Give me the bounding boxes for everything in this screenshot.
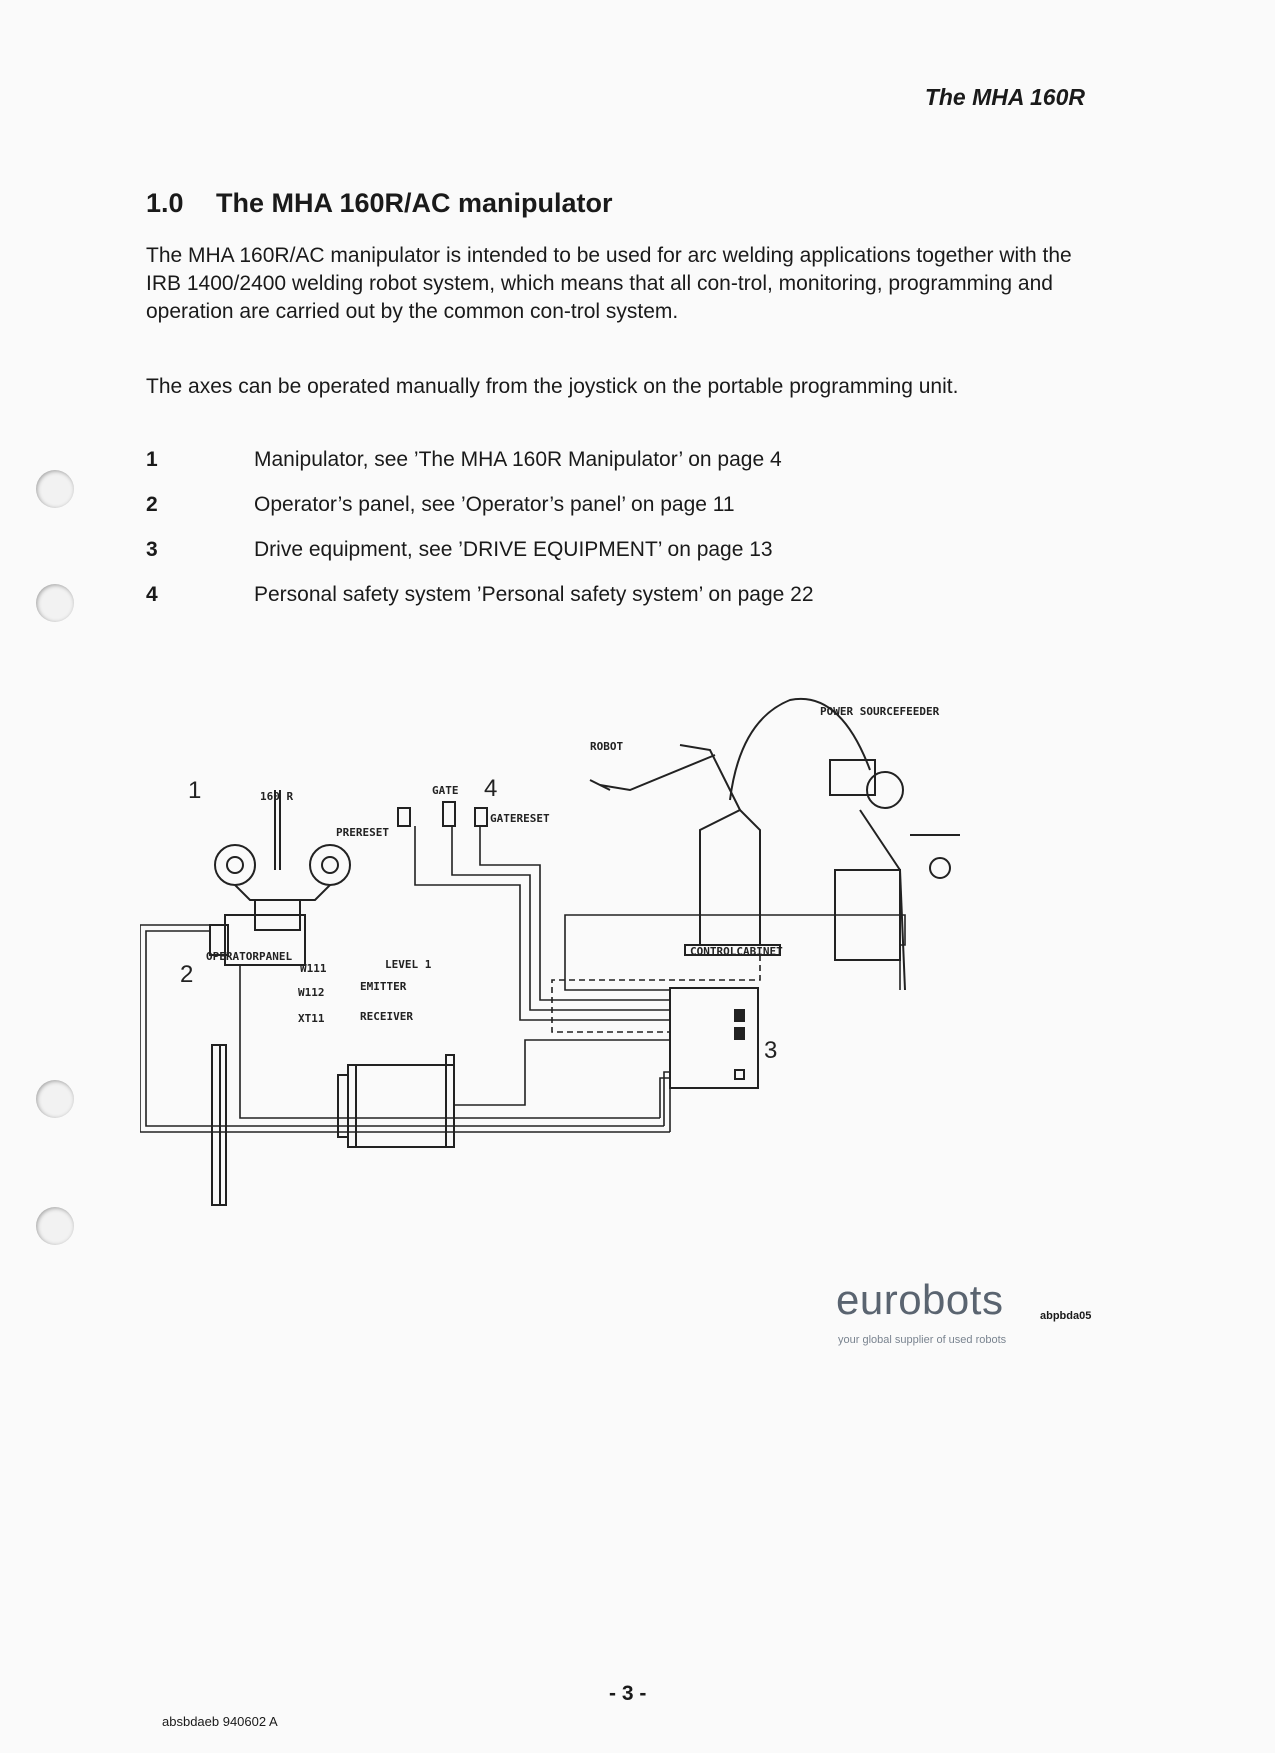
list-item: [146, 583, 1086, 628]
label-control-cabinet: CONTROLCABINET: [690, 945, 783, 958]
power-source-drawing: [830, 760, 960, 990]
gate-switches-drawing: [398, 802, 487, 826]
eurobots-tagline: your global supplier of used robots: [838, 1334, 1007, 1346]
list-item-text: Drive equipment, see ’DRIVE EQUIPMENT’ on page 13: [254, 538, 773, 561]
eurobots-watermark: eurobots: [836, 1276, 1004, 1323]
list-item: [146, 538, 1086, 583]
label-robot: ROBOT: [590, 740, 624, 753]
list-item-number: 3: [146, 538, 158, 561]
label-power-source: POWER SOURCEFEEDER: [820, 705, 940, 718]
label-prereset: PRERESET: [336, 826, 389, 839]
manipulator-drawing: [210, 790, 350, 965]
section-title-text: The MHA 160R/AC manipulator: [216, 188, 613, 218]
section-number: 1.0: [146, 188, 184, 218]
component-list: [146, 448, 1086, 628]
section-title: [146, 188, 613, 219]
list-item: [146, 448, 1086, 493]
control-cabinet-drawing: [670, 988, 758, 1088]
list-item: [146, 493, 1086, 538]
joystick-paragraph: The axes can be operated manually from the joystick on the portable programming unit.: [146, 375, 959, 398]
intro-paragraph: The MHA 160R/AC manipulator is intended to be used for arc welding applications together with the IRB 1400/2400 welding robot system, which means that all con-trol, monitoring, programming and operation are carried out by the common con-trol system.: [146, 244, 1072, 323]
list-item-number: 4: [146, 583, 158, 606]
callout-3: 3: [764, 1037, 778, 1064]
callout-4: 4: [484, 775, 498, 802]
callout-1: 1: [188, 777, 202, 804]
punch-hole: [36, 470, 74, 508]
label-level: LEVEL 1: [385, 958, 432, 971]
label-gate: GATE: [432, 784, 459, 797]
callout-2: 2: [180, 961, 194, 988]
page-number: - 3 -: [609, 1682, 647, 1705]
footer-doc-ref: absbdaeb 940602 A: [162, 1714, 278, 1729]
list-item-text: Manipulator, see ’The MHA 160R Manipulator’ on page 4: [254, 448, 782, 471]
robot-drawing: [590, 699, 870, 955]
figure-reference: abpbda05: [1040, 1310, 1092, 1322]
label-w111: W111: [300, 962, 327, 975]
label-emitter: EMITTER: [360, 980, 407, 993]
label-w112: W112: [298, 986, 325, 999]
system-layout-diagram: [140, 690, 1100, 1290]
list-item-text: Operator’s panel, see ’Operator’s panel’ on page 11: [254, 493, 735, 516]
running-header: The MHA 160R: [924, 84, 1085, 110]
level-assembly-drawing: [338, 1055, 455, 1147]
label-manipulator-model: 160 R: [260, 790, 294, 803]
operator-panel-drawing: [212, 1045, 226, 1205]
label-operator-panel: OPERATORPANEL: [206, 950, 293, 963]
list-item-text: Personal safety system ’Personal safety system’ on page 22: [254, 583, 814, 606]
label-receiver: RECEIVER: [360, 1010, 413, 1023]
punch-hole: [36, 1080, 74, 1118]
label-gatereset: GATERESET: [490, 812, 550, 825]
label-xt11: XT11: [298, 1012, 325, 1025]
punch-hole: [36, 584, 74, 622]
punch-hole: [36, 1207, 74, 1245]
list-item-number: 2: [146, 493, 158, 516]
list-item-number: 1: [146, 448, 158, 471]
